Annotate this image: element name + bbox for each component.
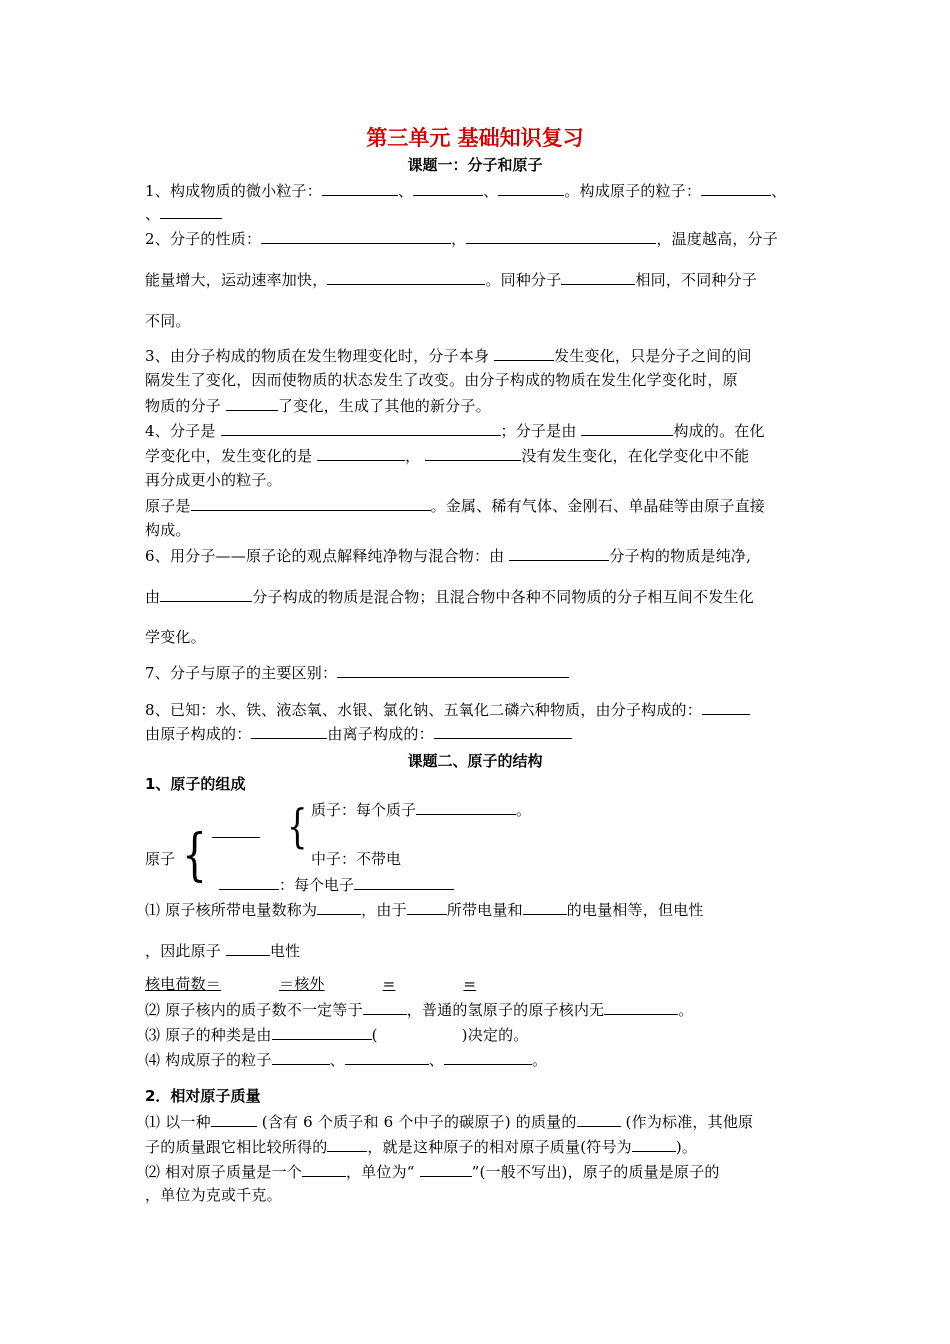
blank[interactable] <box>577 1112 621 1127</box>
blank[interactable] <box>160 204 222 219</box>
question-3: 3、由分子构成的物质在发生物理变化时，分子本身 发生变化，只是分子之间的间 <box>145 347 752 365</box>
blank[interactable] <box>317 900 361 915</box>
question-8: 8、已知：水、铁、液态氧、水银、氯化钠、五氧化二磷六种物质，由分子构成的： <box>145 700 750 719</box>
blank[interactable] <box>354 875 454 890</box>
question-2-cont: 能量增大，运动速率加快， 。同种分子 相同，不同种分子 <box>145 271 758 289</box>
blank[interactable] <box>523 900 567 915</box>
question-3-end: 物质的分子 了变化，生成了其他的新分子。 <box>145 397 491 415</box>
blank[interactable] <box>407 900 447 915</box>
question-6-end: 学变化。 <box>145 628 206 646</box>
blank[interactable] <box>272 1025 372 1040</box>
nuclear-charge-equation: 核电荷数＝ ＝核外 = = <box>145 975 477 993</box>
blank[interactable] <box>509 546 609 561</box>
relative-mass-1: ⑴ 以一种 (含有 6 个质子和 6 个中子的碳原子) 的质量的 (作为标准，其他原 <box>145 1113 754 1131</box>
question-2-end: 不同。 <box>145 312 191 330</box>
electron-line: ：每个电子 <box>219 875 454 894</box>
relative-mass-1-cont: 子的质量跟它相比较所得的 ，就是这种原子的相对原子质量(符号为 )。 <box>145 1138 698 1156</box>
blank[interactable] <box>494 346 554 361</box>
blank[interactable] <box>413 181 483 196</box>
blank[interactable] <box>604 1000 678 1015</box>
question-6: 6、用分子——原子论的观点解释纯净物与混合物：由 分子构的物质是纯净, <box>145 547 752 565</box>
question-4: 4、分子是 ；分子是由 构成的。在化 <box>145 422 765 440</box>
blank[interactable] <box>322 181 398 196</box>
inner-brace-icon: { <box>287 799 308 853</box>
blank[interactable] <box>211 1112 257 1127</box>
blank[interactable] <box>498 181 564 196</box>
section1-heading: 课题一：分子和原子 <box>407 156 543 174</box>
blank[interactable] <box>191 496 431 511</box>
question-1-cont: 、 <box>145 204 222 223</box>
blank[interactable] <box>160 587 252 602</box>
blank[interactable] <box>345 1050 429 1065</box>
blank[interactable] <box>425 446 521 461</box>
atom-label: 原子 <box>145 850 176 868</box>
point-1-cont: ，因此原子 电性 <box>145 942 301 960</box>
blank[interactable] <box>561 270 635 285</box>
blank[interactable] <box>701 181 771 196</box>
blank[interactable] <box>272 1050 330 1065</box>
blank[interactable] <box>317 446 405 461</box>
blank[interactable] <box>632 1137 676 1152</box>
nucleus-blank <box>212 823 260 842</box>
question-8-cont: 由原子构成的： 由离子构成的： <box>145 724 572 743</box>
point-4: ⑷ 构成原子的粒子 、 、 。 <box>145 1051 548 1069</box>
blank[interactable] <box>416 800 516 815</box>
atom-definition-end: 构成。 <box>145 521 191 539</box>
question-6-cont: 由 分子构成的物质是混合物；且混合物中各种不同物质的分子相互间不发生化 <box>145 588 754 606</box>
blank[interactable] <box>581 421 673 436</box>
relative-mass-2-cont: ，单位为克或千克。 <box>145 1186 282 1204</box>
question-4-cont: 学变化中，发生变化的是 ， 没有发生变化，在化学变化中不能 <box>145 447 750 465</box>
blank[interactable] <box>226 941 270 956</box>
atom-definition: 原子是 。金属、稀有气体、金刚石、单晶硅等由原子直接 <box>145 497 766 515</box>
page-title: 第三单元 基础知识复习 <box>366 126 584 150</box>
question-7: 7、分子与原子的主要区别： <box>145 663 569 682</box>
blank[interactable] <box>466 229 656 244</box>
blank[interactable] <box>327 1137 367 1152</box>
blank[interactable] <box>420 1162 472 1177</box>
blank[interactable] <box>261 229 451 244</box>
atom-composition-heading: 1、原子的组成 <box>145 775 246 793</box>
point-2: ⑵ 原子核内的质子数不一定等于 ，普通的氢原子的原子核内无 。 <box>145 1001 694 1019</box>
section2-heading: 课题二、原子的结构 <box>407 752 543 770</box>
relative-mass-2: ⑵ 相对原子质量是一个 ，单位为“ ”(一般不写出)，原子的质量是原子的 <box>145 1163 720 1181</box>
relative-mass-heading: 2．相对原子质量 <box>145 1087 261 1105</box>
blank[interactable] <box>302 1162 346 1177</box>
blank[interactable] <box>444 1050 532 1065</box>
blank[interactable] <box>212 823 260 838</box>
point-3: ⑶ 原子的种类是由 ( )决定的。 <box>145 1026 529 1044</box>
blank[interactable] <box>434 724 572 739</box>
proton-line: 质子：每个质子 。 <box>311 801 532 819</box>
blank[interactable] <box>327 270 485 285</box>
blank[interactable] <box>702 700 750 715</box>
point-1: ⑴ 原子核所带电量数称为 ，由于 所带电量和 的电量相等，但电性 <box>145 901 704 919</box>
question-1: 1、构成物质的微小粒子： 、 、 。构成原子的粒子： 、 <box>145 182 787 200</box>
blank[interactable] <box>219 875 279 890</box>
blank[interactable] <box>363 1000 407 1015</box>
question-2: 2、分子的性质： ， ，温度越高，分子 <box>145 230 778 248</box>
blank[interactable] <box>226 396 278 411</box>
question-4-cont2: 再分成更小的粒子。 <box>145 471 282 489</box>
blank[interactable] <box>251 724 327 739</box>
neutron-line: 中子：不带电 <box>311 850 402 868</box>
outer-brace-icon: { <box>182 823 207 888</box>
blank[interactable] <box>337 663 569 678</box>
question-3-cont: 隔发生了变化，因而使物质的状态发生了改变。由分子构成的物质在发生化学变化时，原 <box>145 371 738 389</box>
blank[interactable] <box>221 421 501 436</box>
